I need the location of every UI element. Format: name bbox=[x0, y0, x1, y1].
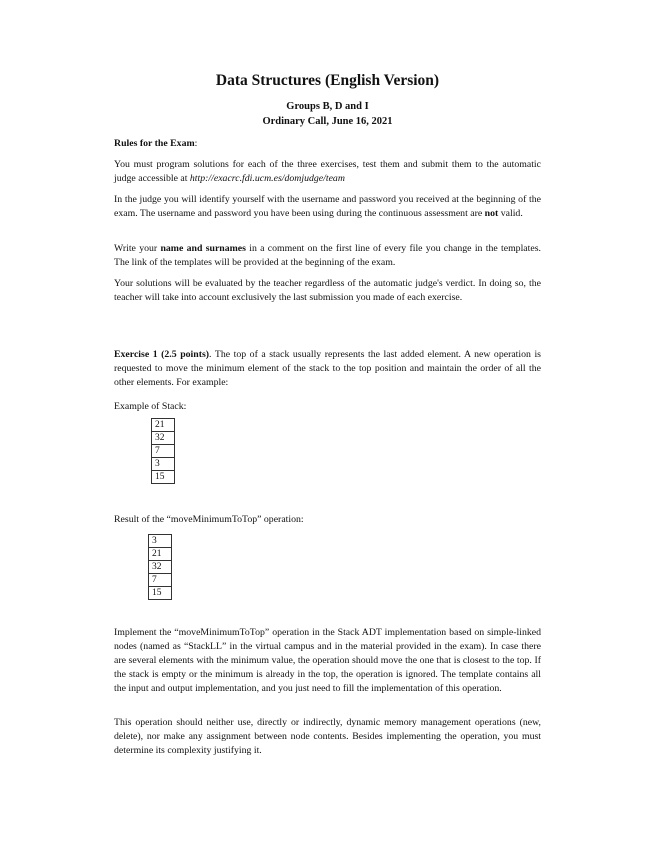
stack-cell: 32 bbox=[149, 561, 172, 574]
result-stack-label: Result of the “moveMinimumToTop” operation: bbox=[114, 514, 304, 525]
table-row bbox=[152, 458, 175, 471]
exercise1-implementation-paragraph: Implement the “moveMinimumToTop” operation in the Stack ADT implementation based on simple-linked nodes (named as “StackLL” in the virtual campus and in the material provided in the exam). In case there are several elements with the minimum value, the operation should move the one that is closest to the top. If the stack is empty or the minimum is already in the top, the operation is ignored. The template contains all the input and output implementation, and you just need to fill the implementation of this operation. bbox=[114, 627, 541, 694]
table-row bbox=[149, 535, 172, 548]
exercise1-intro bbox=[114, 348, 541, 390]
stack-cell: 7 bbox=[152, 445, 175, 458]
example-stack-table bbox=[151, 418, 175, 484]
table-row bbox=[152, 445, 175, 458]
rules-paragraph-evaluation: Your solutions will be evaluated by the teacher regardless of the automatic judge's verdict. In doing so, the teacher will take into account exclusively the last submission you made of each exercise. bbox=[114, 278, 541, 303]
rules-p1-text: You must program solutions for each of the three exercises, test them and submit them to the automatic judge accessible at bbox=[114, 159, 541, 184]
rules-p3-bold: name and surnames bbox=[160, 243, 246, 254]
stack-cell: 3 bbox=[149, 535, 172, 548]
exercise1-memory-paragraph: This operation should neither use, directly or indirectly, dynamic memory management operations (new, delete), nor make any assignment between node contents. Besides implementing the operation, you must determine its complexity justifying it. bbox=[114, 717, 541, 756]
exercise1-intro-text: . The top of a stack usually represents the last added element. A new operation is requested to move the minimum element of the stack to the top position and maintain the order of all the other elements. For example: bbox=[114, 349, 541, 388]
stack-cell: 3 bbox=[152, 458, 175, 471]
exercise1-heading: Exercise 1 (2.5 points) bbox=[114, 349, 210, 360]
stack-cell: 7 bbox=[149, 574, 172, 587]
rules-p3-b: in a comment on the first line of every file you change in the templates. The link of the templates will be provided at the beginning of the exam. bbox=[114, 243, 541, 268]
rules-paragraph-name bbox=[114, 242, 541, 270]
table-row bbox=[152, 419, 175, 432]
table-row bbox=[152, 471, 175, 484]
rules-p2-a: In the judge you will identify yourself with the username and password you received at the beginning of the exam. The username and password you have been using during the continuous assessment are bbox=[114, 194, 541, 219]
stack-cell: 15 bbox=[152, 471, 175, 484]
stack-cell: 15 bbox=[149, 587, 172, 600]
table-row bbox=[152, 432, 175, 445]
rules-heading-line bbox=[114, 137, 541, 151]
call-subtitle: Ordinary Call, June 16, 2021 bbox=[262, 116, 393, 127]
page-title: Data Structures (English Version) bbox=[215, 72, 440, 89]
rules-heading: Rules for the Exam bbox=[114, 138, 195, 149]
table-row bbox=[149, 548, 172, 561]
result-stack-table bbox=[148, 534, 172, 600]
table-row bbox=[149, 561, 172, 574]
example-stack-label: Example of Stack: bbox=[114, 401, 187, 412]
rules-paragraph-submit bbox=[114, 158, 541, 186]
rules-p2-b: valid. bbox=[498, 208, 523, 219]
judge-url-link[interactable]: http://exacrc.fdi.ucm.es/domjudge/team bbox=[189, 173, 345, 184]
rules-heading-colon: : bbox=[194, 138, 198, 149]
rules-p2-not: not bbox=[484, 208, 499, 219]
table-row bbox=[149, 587, 172, 600]
rules-p3-a: Write your bbox=[114, 243, 161, 254]
rules-paragraph-credentials bbox=[114, 193, 541, 221]
groups-subtitle: Groups B, D and I bbox=[286, 101, 369, 112]
stack-cell: 21 bbox=[149, 548, 172, 561]
table-row bbox=[149, 574, 172, 587]
stack-cell: 32 bbox=[152, 432, 175, 445]
stack-cell: 21 bbox=[152, 419, 175, 432]
